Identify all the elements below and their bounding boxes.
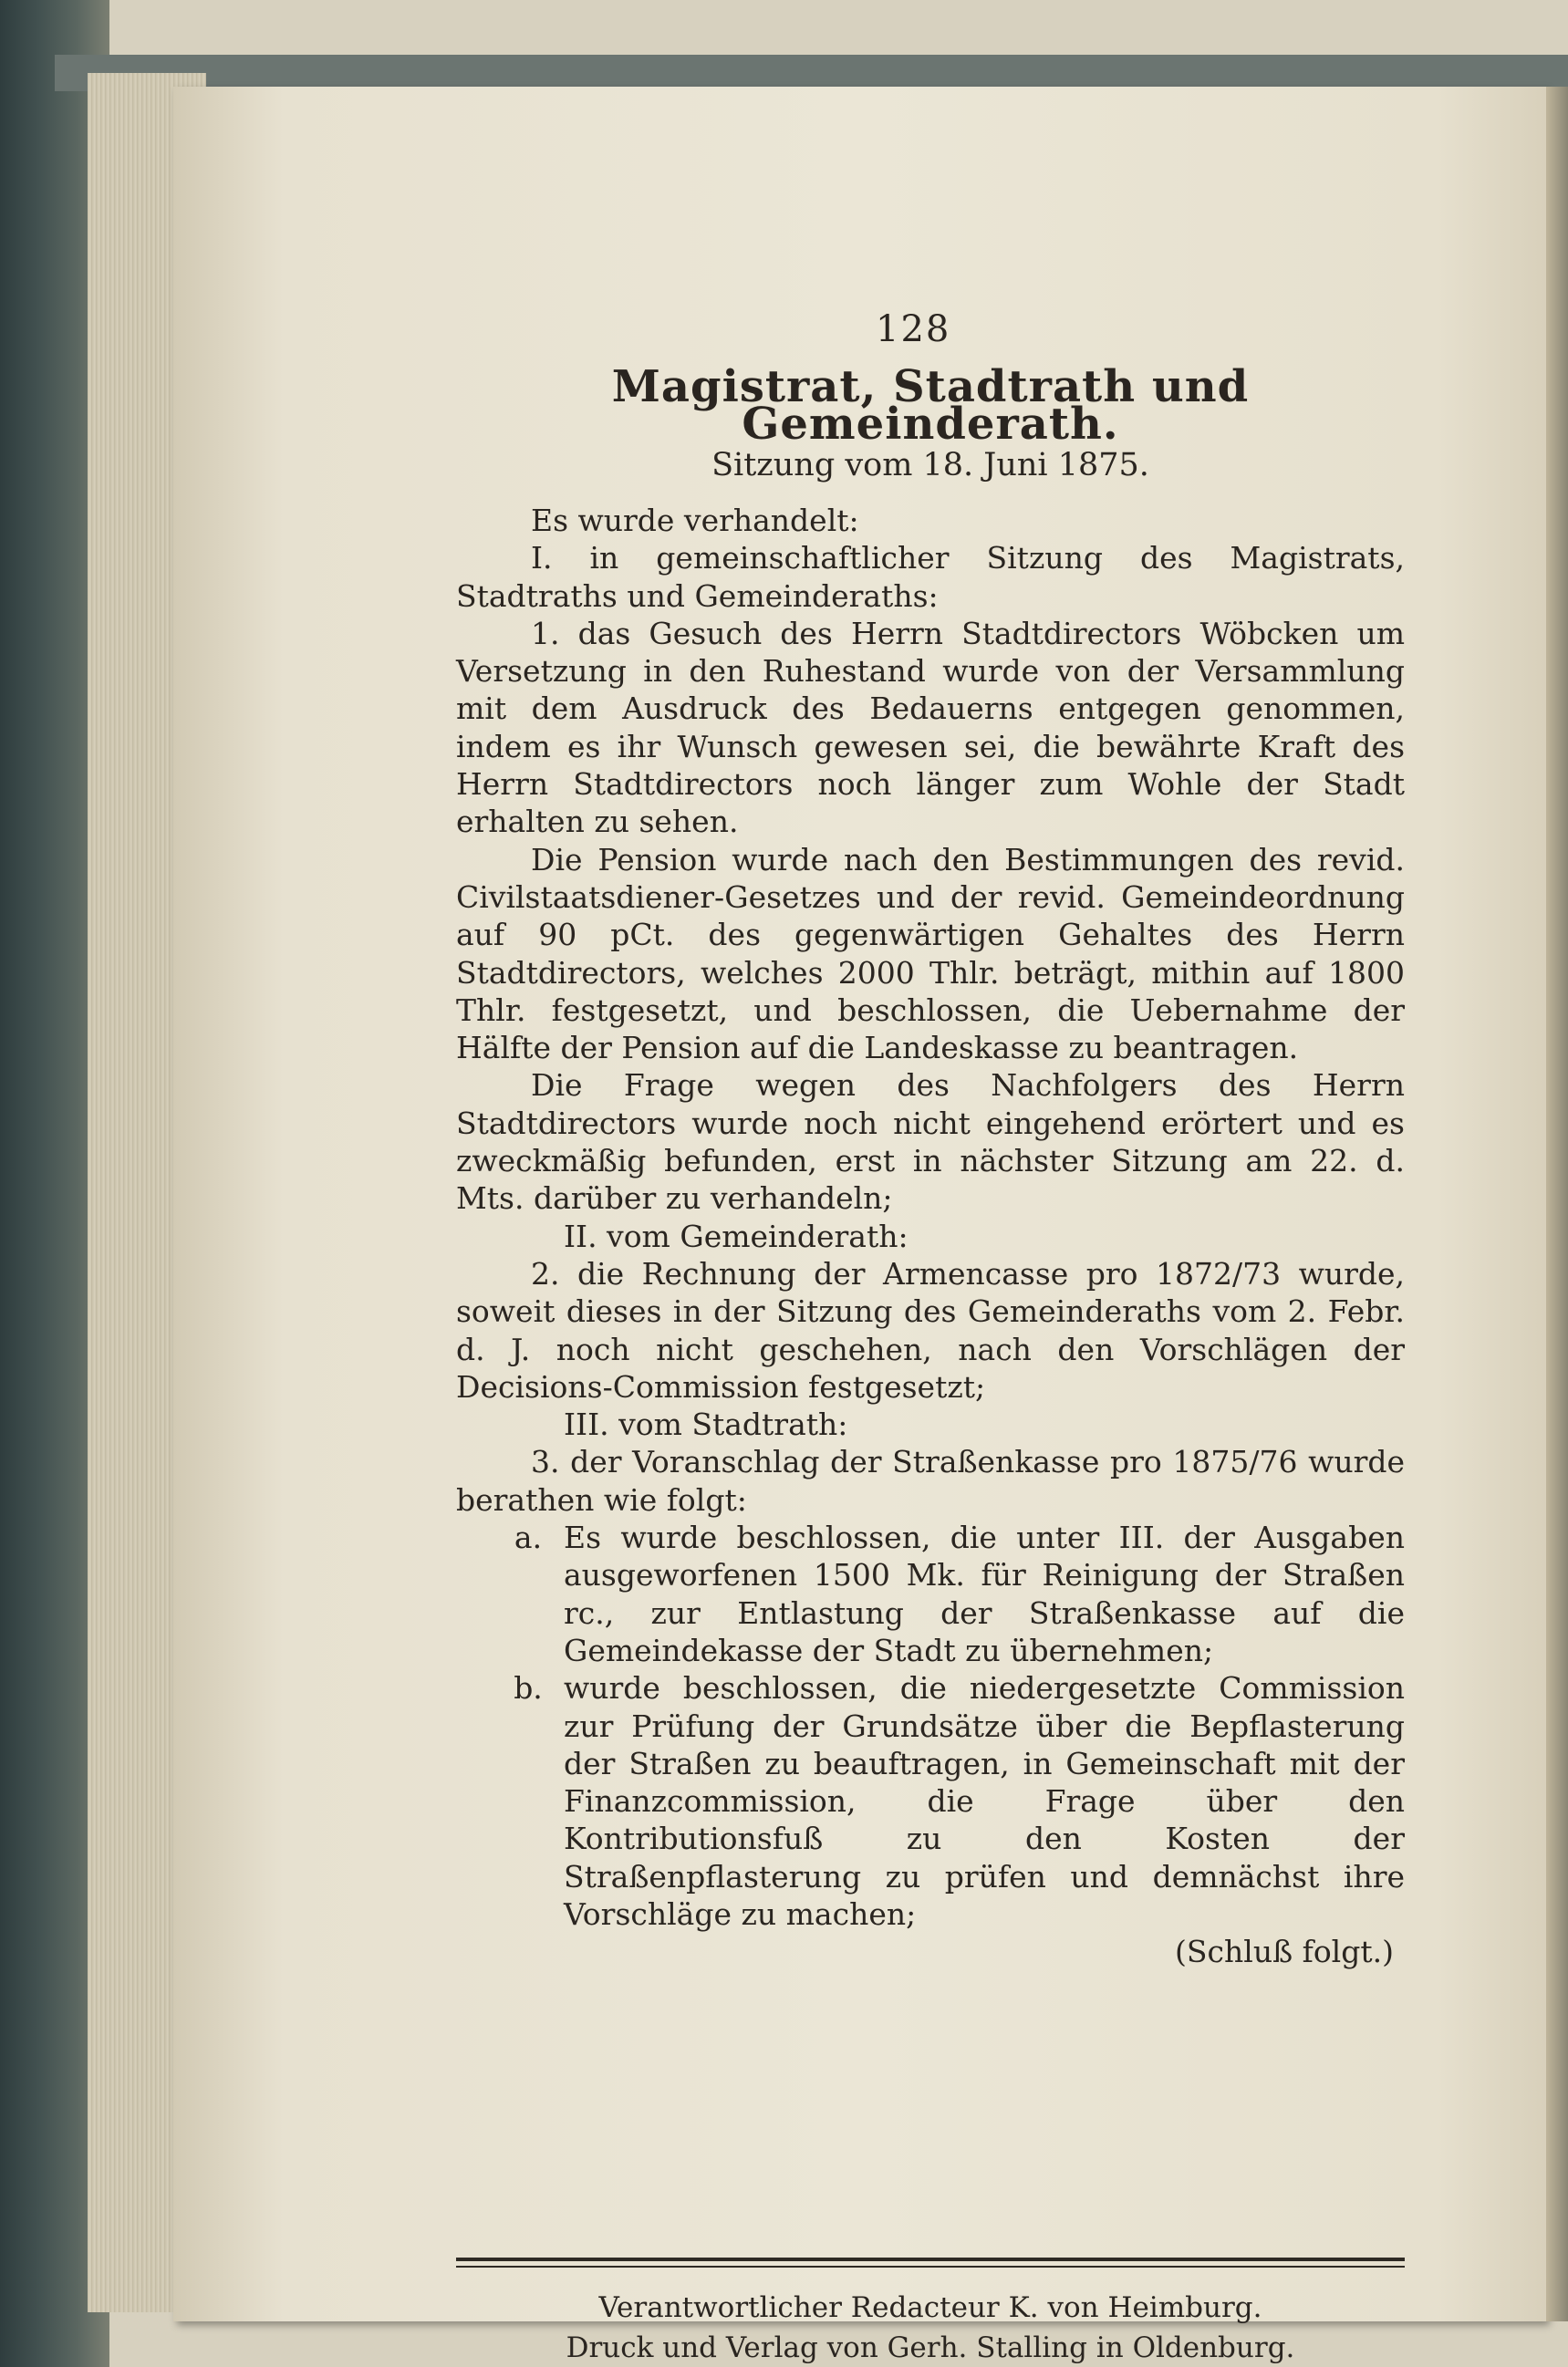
closing-note: (Schluß folgt.) <box>1175 1934 1394 1970</box>
list-item <box>456 1519 1405 1669</box>
session-date: Sitzung vom 18. Juni 1875. <box>711 447 1149 483</box>
paragraph-2: Die Pension wurde nach den Bestimmungen des revid. Civilstaatsdiener-Gesetzes und der revid. Gemeindeordnung auf 90 pCt. des gegenwärtigen Gehaltes des Herrn Stadtdirectors, welches 2000 Thlr. beträgt, mithin auf 1800 Thlr. festgesetzt, und beschlossen, die Uebernahme der Hälfte der Pension auf die Landeskasse zu beantragen. <box>456 841 1405 1066</box>
page-right-edge <box>1546 87 1568 2321</box>
list-item-label: b. <box>514 1670 543 1707</box>
printer-line: Druck und Verlag von Gerh. Stalling in Oldenburg. <box>566 2331 1295 2364</box>
section-heading-2: II. vom Gemeinderath: <box>564 1218 909 1254</box>
list-item <box>456 1669 1405 1933</box>
page-title: Magistrat, Stadtrath und Gemeinderath. <box>611 361 1250 451</box>
minutes-body <box>456 502 1405 1971</box>
list-item-label: a. <box>514 1520 543 1556</box>
paragraph-4: 2. die Rechnung der Armencasse pro 1872/73 wurde, soweit dieses in der Sitzung des Gemeinderaths vom 2. Febr. d. J. noch nicht geschehen, nach den Vorschlägen der Decisions-Commission festgesetzt; <box>456 1255 1405 1405</box>
paragraph-3: Die Frage wegen des Nachfolgers des Herrn Stadtdirectors wurde noch nicht eingehend erörtert und es zweckmäßig befunden, erst in nächster Sitzung am 22. d. Mts. darüber zu verhandeln; <box>456 1067 1405 1217</box>
list-item-text: Es wurde beschlossen, die unter III. der Ausgaben ausgeworfenen 1500 Mk. für Reinigung der Straßen rc., zur Entlastung der Straßenkasse auf die Gemeindekasse der Stadt zu übernehmen; <box>564 1520 1405 1668</box>
book-cover-edge <box>55 55 1568 91</box>
list-item-text: wurde beschlossen, die niedergesetzte Commission zur Prüfung der Grundsätze über die Bepflasterung der Straßen zu beauftragen, in Gemeinschaft mit der Finanzcommission, die Frage über den Kontributionsfuß zu den Kosten der Straßenpflasterung zu prüfen und demnächst ihre Vorschläge zu machen; <box>564 1670 1405 1932</box>
intro-line: Es wurde verhandelt: <box>531 503 859 538</box>
page-number: 128 <box>876 308 951 350</box>
footer-divider <box>456 2258 1405 2268</box>
section-heading-3: III. vom Stadtrath: <box>564 1407 848 1443</box>
section-heading-1: I. in gemeinschaftlicher Sitzung des Magistrats, Stadtraths und Gemeinderaths: <box>456 540 1405 614</box>
paragraph-5: 3. der Voranschlag der Straßenkasse pro 1875/76 wurde berathen wie folgt: <box>456 1444 1405 1518</box>
paragraph-1: 1. das Gesuch des Herrn Stadtdirectors Wöbcken um Versetzung in den Ruhestand wurde von der Versammlung mit dem Ausdruck des Bedauerns entgegen genommen, indem es ihr Wunsch gewesen sei, die bewährte Kraft des Herrn Stadtdirectors noch länger zum Wohle der Stadt erhalten zu sehen. <box>456 615 1405 840</box>
editor-line: Verantwortlicher Redacteur K. von Heimburg. <box>598 2291 1262 2324</box>
